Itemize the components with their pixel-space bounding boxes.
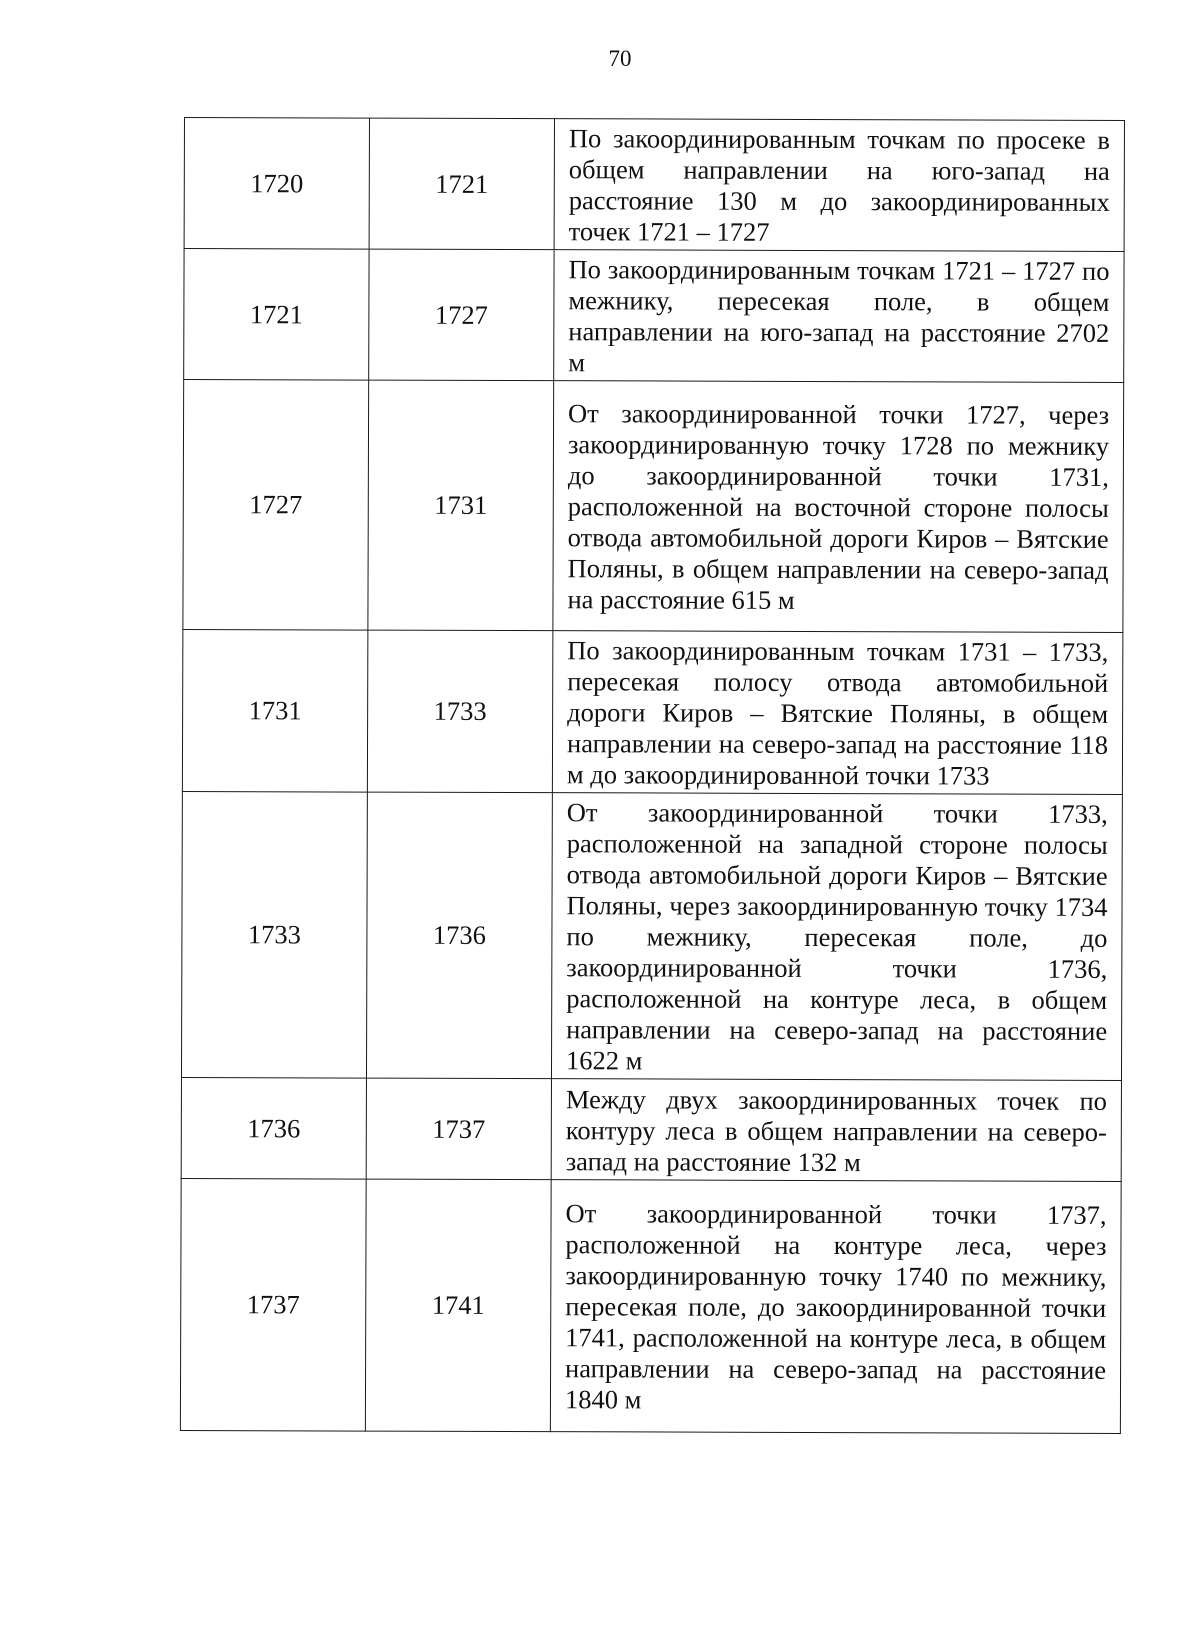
description-text: От закоординированной точки 1737, расположенной на контуре леса, через закоординированную точку 1740 по межнику, пересекая поле, до закоординированной точки 1741, расположенной на контуре леса, в общем направлении на северо-запад на расстояние 1840 м	[564, 1198, 1107, 1415]
from-point-cell: 1731	[182, 629, 368, 792]
table-row	[181, 1077, 1121, 1181]
boundary-table	[180, 117, 1125, 1434]
from-point-cell: 1720	[184, 118, 369, 250]
to-point-cell: 1721	[369, 118, 554, 250]
to-point-cell: 1736	[366, 792, 552, 1079]
from-point-cell: 1736	[181, 1077, 366, 1179]
from-point-cell: 1733	[181, 791, 367, 1078]
description-text: По закоординированным точкам по просеке в общем направлении на юго-запад на расстояние 130 м до закоординированных точек 1721 – 1727	[568, 123, 1110, 247]
description-cell	[553, 381, 1124, 633]
from-point-cell: 1727	[183, 380, 369, 631]
description-cell	[551, 793, 1122, 1081]
from-point-cell: 1721	[184, 249, 369, 381]
description-text: От закоординированной точки 1727, через закоординированную точку 1728 по межнику до закоординированной точки 1731, расположенной на восточной стороне полосы отвода автомобильной дороги Киров – Вятские Поляны, в общем направлении на северо-запад на расстояние 615 м	[567, 398, 1110, 615]
table-row	[182, 629, 1123, 794]
description-cell	[552, 631, 1123, 795]
boundary-table-container	[180, 117, 1124, 1434]
table-row	[184, 118, 1124, 252]
to-point-cell: 1737	[366, 1078, 551, 1180]
description-cell	[554, 119, 1124, 252]
from-point-cell: 1737	[180, 1178, 366, 1431]
page-number: 70	[608, 46, 632, 71]
description-text: По закоординированным точкам 1721 – 1727 по межнику, пересекая поле, в общем направлении на юго-запад на расстояние 2702 м	[568, 254, 1110, 378]
description-text: От закоординированной точки 1733, расположенной на западной стороне полосы отвода автомобильной дороги Киров – Вятские Поляны, через закоординированную точку 1734 по межнику, пересекая поле, до закоординированной точки 1736, расположенной на контуре леса, в общем направлении на северо-запад на расстояние 1622 м	[565, 797, 1108, 1076]
description-cell	[550, 1180, 1121, 1434]
table-row	[183, 380, 1124, 633]
table-row	[181, 791, 1122, 1080]
table-row	[180, 1178, 1121, 1433]
description-text: Между двух закоординированных точек по контуру леса в общем направлении на северо-запад на расстояние 132 м	[565, 1083, 1107, 1177]
description-cell	[554, 250, 1124, 383]
to-point-cell: 1727	[369, 249, 554, 381]
table-row	[184, 249, 1124, 383]
description-cell	[551, 1079, 1121, 1182]
to-point-cell: 1741	[365, 1179, 551, 1432]
description-text: По закоординированным точкам 1731 – 1733, пересекая полосу отвода автомобильной дороги Киров – Вятские Поляны, в общем направлении на северо-запад на расстояние 118 м до закоординированной точки 1733	[566, 635, 1109, 791]
to-point-cell: 1733	[367, 630, 553, 793]
to-point-cell: 1731	[368, 380, 554, 631]
